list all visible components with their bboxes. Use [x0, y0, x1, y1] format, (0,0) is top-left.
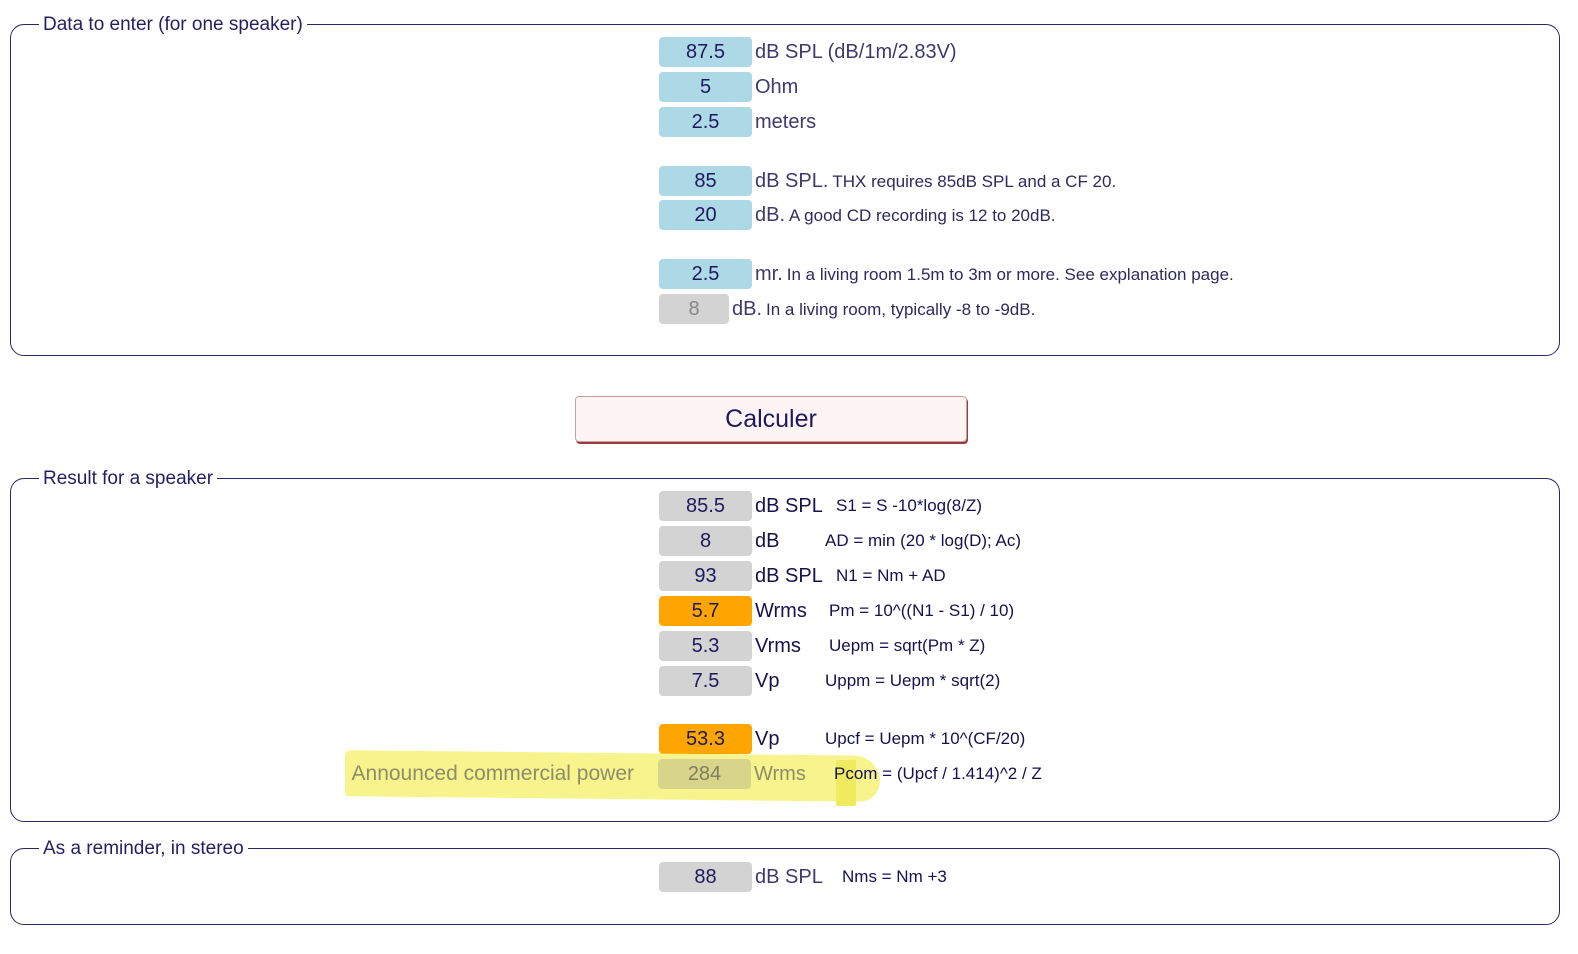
input-legend: Data to enter (for one speaker): [39, 13, 307, 37]
critical-attenuation-field: 8: [659, 294, 729, 324]
stereo-value: 88: [659, 862, 752, 892]
calculate-button[interactable]: Calculer: [575, 396, 967, 442]
stereo-unit: dB SPL: [755, 866, 823, 888]
result-formula: Uepm = sqrt(Pm * Z): [829, 636, 986, 655]
result-value: 284: [658, 759, 751, 789]
result-unit: Wrms: [755, 600, 807, 622]
desired-level-unit: [755, 166, 1116, 196]
result-formula: Uppm = Uepm * sqrt(2): [825, 671, 1001, 690]
crest-factor-unit: [755, 200, 1056, 230]
result-formula: N1 = Nm + AD: [836, 566, 946, 585]
critical-distance-unit: [755, 259, 1234, 289]
result-legend: Result for a speaker: [39, 467, 217, 491]
result-formula: Pm = 10^((N1 - S1) / 10): [829, 601, 1015, 620]
result-unit: dB: [755, 530, 780, 552]
result-row-commercial-power: [10, 759, 1560, 789]
crest-factor-input[interactable]: 20: [659, 200, 752, 230]
critical-distance-note: In a living room 1.5m to 3m or more. See explanation page.: [786, 265, 1234, 284]
result-value: 85.5: [659, 491, 752, 521]
crest-factor-note: A good CD recording is 12 to 20dB.: [789, 206, 1056, 225]
result-unit: Vrms: [755, 635, 801, 657]
result-formula: Upcf = Uepm * 10^(CF/20): [825, 729, 1026, 748]
stereo-legend: As a reminder, in stereo: [39, 837, 248, 861]
critical-distance-unit-text: mr.: [755, 263, 783, 285]
result-unit: Vp: [755, 728, 780, 750]
result-formula: Pcom = (Upcf / 1.414)^2 / Z: [834, 764, 1042, 783]
desired-level-unit-text: dB SPL.: [755, 170, 829, 192]
result-unit: Wrms: [754, 763, 806, 785]
crest-factor-unit-text: dB.: [755, 204, 786, 226]
sensitivity-unit: dB SPL (dB/1m/2.83V): [755, 41, 957, 63]
result-unit: dB SPL: [755, 495, 823, 517]
critical-attenuation-unit: [732, 294, 1035, 324]
result-value: 8: [659, 526, 752, 556]
impedance-unit: Ohm: [755, 76, 799, 98]
input-fieldset: [10, 14, 1560, 356]
result-value: 93: [659, 561, 752, 591]
impedance-input[interactable]: 5: [659, 72, 752, 102]
result-value: 5.7: [659, 596, 752, 626]
result-formula: AD = min (20 * log(D); Ac): [825, 531, 1022, 550]
critical-distance-input[interactable]: 2.5: [659, 259, 752, 289]
critical-attenuation-unit-text: dB.: [732, 298, 763, 320]
result-value: 7.5: [659, 666, 752, 696]
sensitivity-input[interactable]: 87.5: [659, 37, 752, 67]
result-label: Announced commercial power: [351, 762, 634, 785]
stereo-formula: Nms = Nm +3: [842, 867, 947, 886]
result-unit: dB SPL: [755, 565, 823, 587]
result-formula: S1 = S -10*log(8/Z): [836, 496, 982, 515]
distance-input[interactable]: 2.5: [659, 107, 752, 137]
stereo-fieldset: [10, 838, 1560, 925]
result-value: 5.3: [659, 631, 752, 661]
distance-unit: meters: [755, 111, 817, 133]
desired-level-note: THX requires 85dB SPL and a CF 20.: [832, 172, 1117, 191]
result-unit: Vp: [755, 670, 780, 692]
desired-level-input[interactable]: 85: [659, 166, 752, 196]
critical-attenuation-note: In a living room, typically -8 to -9dB.: [766, 300, 1036, 319]
result-value: 53.3: [659, 724, 752, 754]
